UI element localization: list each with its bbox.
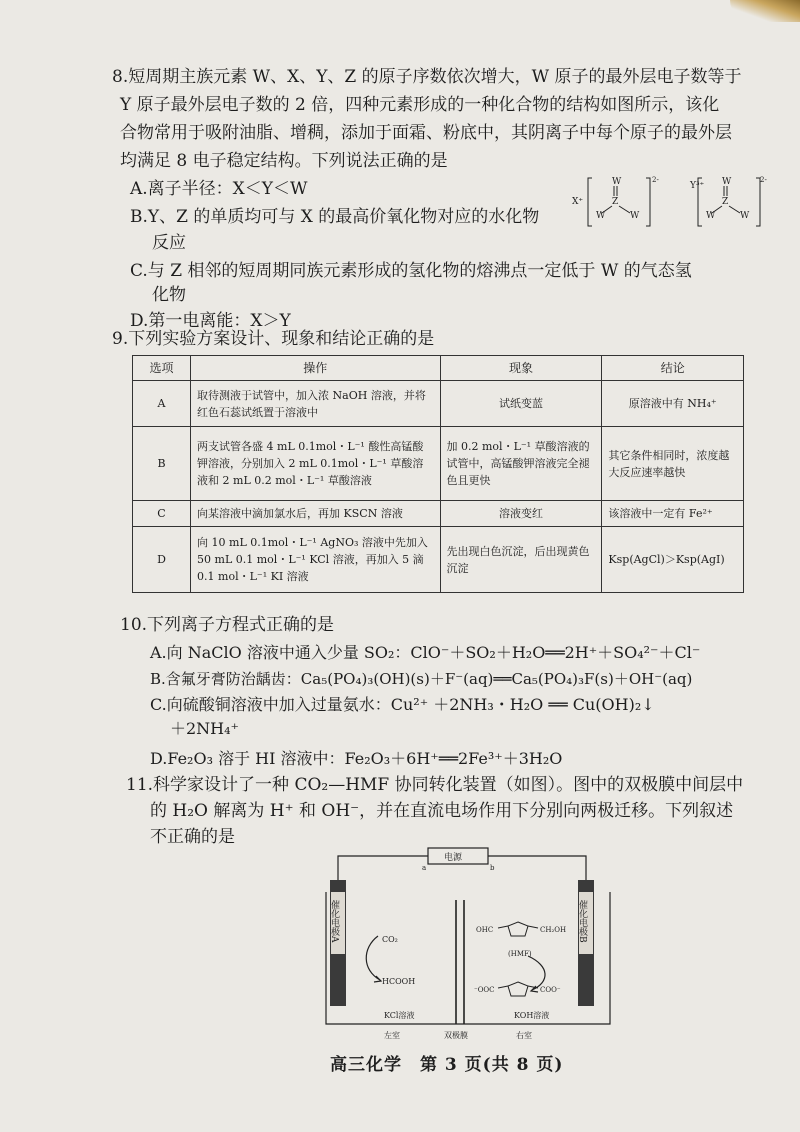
row-a-option: A [133,381,191,427]
q8-line-3: 合物常用于吸附油脂、增稠，添加于面霜、粉底中，其阴离子中每个原子的最外层 [120,123,732,143]
w-right-2: W [740,211,750,221]
q8-option-c-cont: 化物 [152,285,186,305]
terminal-b: b [490,864,495,872]
q10-option-c: C.向硫酸铜溶液中加入过量氨水：Cu²⁺ ＋2NH₃・H₂O ══ Cu(OH)₂↓ [150,695,655,714]
q10-stem: 10.下列离子方程式正确的是 [120,615,335,635]
z-2: Z [722,197,729,207]
q8-option-c: C.与 Z 相邻的短周期同族元素形成的氢化物的熔沸点一定低于 W 的气态氢 [130,261,692,281]
bracket-left-1 [588,178,592,226]
row-d-option: D [133,527,191,593]
q10-option-c-cont: ＋2NH₄⁺ [170,719,239,738]
z-1: Z [612,197,619,207]
table-header-row [133,356,744,381]
q8-option-b-cont: 反应 [152,233,186,253]
q8-line-1: 8.短周期主族元素 W、X、Y、Z 的原子序数依次增大，W 原子的最外层电子数等于 [112,67,742,87]
bracket-right-1 [646,178,650,226]
electrode-b-label: 催化电极B [577,900,587,943]
membrane-label: 双极膜 [444,1031,468,1040]
terminal-a: a [422,864,427,872]
left-room-label: 左室 [384,1031,400,1040]
row-a-operation: 取待测液于试管中，加入浓 NaOH 溶液，并将红色石蕊试纸置于溶液中 [191,381,440,427]
hmf-ch2oh: CH₂OH [540,926,567,934]
row-d-operation: 向 10 mL 0.1mol・L⁻¹ AgNO₃ 溶液中先加入 50 mL 0.1 mol・L⁻¹ KCl 溶液，再加入 5 滴 0.1 mol・L⁻¹ KI 溶液 [191,527,440,593]
bracket-right-2 [756,178,760,226]
hcooh-label: HCOOH [382,977,416,986]
fdca-left: ⁻OOC [474,986,495,994]
power-label: 电源 [444,853,463,863]
q8-option-a: A.离子半径：X＜Y＜W [130,179,308,199]
row-c-operation: 向某溶液中滴加氯水后，再加 KSCN 溶液 [191,501,440,527]
charge-label-2: 2- [760,176,767,184]
q10-option-b: B.含氟牙膏防治龋齿：Ca₅(PO₄)₃(OH)(s)＋F⁻(aq)══Ca₅(PO₄)₃F(s)＋OH⁻(aq) [150,670,693,688]
table-row [133,427,744,501]
reaction-arrow-left [366,936,380,980]
q9-table [132,355,744,593]
header-phenomenon: 现象 [440,356,602,381]
x-cation-label: X⁺ [572,197,584,207]
hmf-label: (HMF) [508,950,532,958]
table-row [133,381,744,427]
q11-line-2: 的 H₂O 解离为 H⁺ 和 OH⁻，并在直流电场作用下分别向两极迁移。下列叙述 [150,801,734,821]
q11-line-1: 11.科学家设计了一种 CO₂—HMF 协同转化装置（如图）。图中的双极膜中间层中 [126,775,744,795]
co2-label: CO₂ [382,935,398,944]
reaction-arrow-right [528,956,545,990]
wire-right [488,856,586,880]
w-left-1: W [596,211,606,221]
hmf-cho: OHC [476,926,494,934]
right-room-label: 右室 [516,1031,532,1040]
w-top-2: W [722,177,732,187]
table-row [133,501,744,527]
row-d-phenomenon: 先出现白色沉淀，后出现黄色沉淀 [440,527,602,593]
q11-apparatus-figure [318,840,618,1046]
table-row [133,527,744,593]
hmf-ring [508,922,528,936]
q8-structure-figure [572,172,772,234]
q8-line-4: 均满足 8 电子稳定结构。下列说法正确的是 [120,151,448,171]
row-d-conclusion: Ksp(AgCl)＞Ksp(AgI) [602,527,744,593]
header-conclusion: 结论 [602,356,744,381]
row-c-phenomenon: 溶液变红 [440,501,602,527]
q9-stem: 9.下列实验方案设计、现象和结论正确的是 [112,329,435,349]
row-b-conclusion: 其它条件相同时，浓度越大反应速率越快 [602,427,744,501]
row-a-phenomenon: 试纸变蓝 [440,381,602,427]
header-operation: 操作 [191,356,440,381]
fdca-right: COO⁻ [540,986,561,994]
row-c-option: C [133,501,191,527]
kcl-label: KCl溶液 [384,1011,415,1020]
q8-option-d: D.第一电离能：X＞Y [130,311,291,331]
q8-option-b: B.Y、Z 的单质均可与 X 的最高价氧化物对应的水化物 [130,207,540,227]
row-a-conclusion: 原溶液中有 NH₄⁺ [602,381,744,427]
q11-line-3: 不正确的是 [150,827,235,847]
header-option: 选项 [133,356,191,381]
w-right-1: W [630,211,640,221]
w-top-1: W [612,177,622,187]
row-b-operation: 两支试管各盛 4 mL 0.1mol・L⁻¹ 酸性高锰酸钾溶液，分别加入 2 mL 0.1mol・L⁻¹ 草酸溶液和 2 mL 0.2 mol・L⁻¹ 草酸溶液 [191,427,440,501]
fdca-ring [508,982,528,996]
electrolytic-tank [326,892,610,1024]
page-footer: 高三化学 第 3 页(共 8 页) [330,1055,564,1075]
q10-option-d: D.Fe₂O₃ 溶于 HI 溶液中：Fe₂O₃＋6H⁺══2Fe³⁺＋3H₂O [150,749,563,768]
wire-left [338,856,428,880]
q10-option-a: A.向 NaClO 溶液中通入少量 SO₂：ClO⁻＋SO₂＋H₂O══2H⁺＋SO₄²⁻＋Cl⁻ [150,643,701,662]
y-cation-label: Y³⁺ [690,181,705,191]
charge-label-1: 2- [652,176,659,184]
row-b-phenomenon: 加 0.2 mol・L⁻¹ 草酸溶液的试管中，高锰酸钾溶液完全褪色且更快 [440,427,602,501]
koh-label: KOH溶液 [514,1011,550,1020]
row-c-conclusion: 该溶液中一定有 Fe²⁺ [602,501,744,527]
w-left-2: W [706,211,716,221]
electrode-a-label: 催化电极A [329,900,339,943]
row-b-option: B [133,427,191,501]
q8-line-2: Y 原子最外层电子数的 2 倍，四种元素形成的一种化合物的结构如图所示，该化 [120,95,720,115]
